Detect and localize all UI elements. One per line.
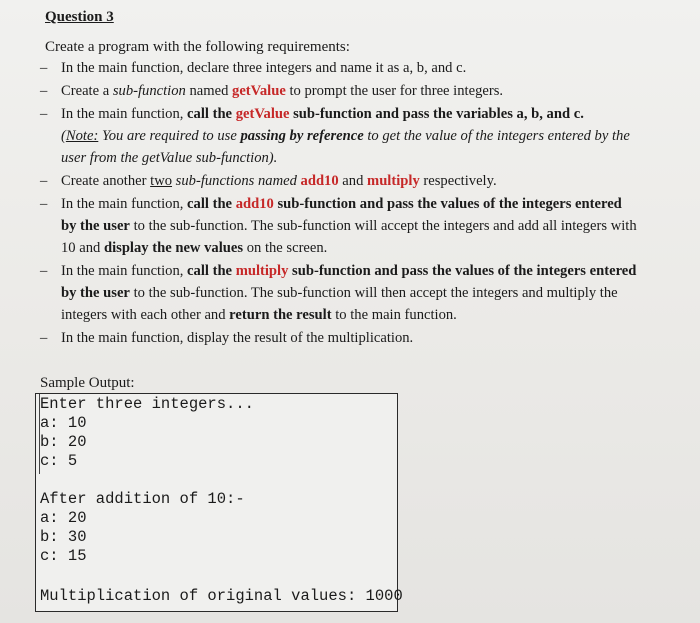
requirement-item: – In the main function, call the getValue sub-function and pass the variables a, b, and c. (Note: You are required to use passing by reference to get the value of the integers entered by the user from the getValue sub-function). <box>40 106 630 166</box>
requirements-list <box>40 57 640 350</box>
requirement-item: – Create another two sub-functions named add10 and multiply respectively. <box>40 173 497 189</box>
requirement-item: – In the main function, display the result of the multiplication. <box>40 330 414 346</box>
sample-output-console <box>35 393 403 612</box>
question-title: Question 3 <box>45 9 114 25</box>
sample-output-label: Sample Output: <box>40 375 135 391</box>
console-line: b: 30 <box>40 528 87 546</box>
console-line: b: 20 <box>40 433 87 451</box>
console-line: After addition of 10:- <box>40 490 245 508</box>
console-line: c: 15 <box>40 547 87 565</box>
console-line: Multiplication of original values: 1000 <box>40 587 403 605</box>
console-line: a: 10 <box>40 414 87 432</box>
question-intro: Create a program with the following requirements: <box>45 39 350 55</box>
requirement-item: – In the main function, declare three integers and name it as a, b, and c. <box>40 60 467 76</box>
requirement-text: In the main function, display the result of the multiplication. <box>61 330 414 346</box>
console-line: c: 5 <box>40 452 78 470</box>
console-line: a: 20 <box>40 509 87 527</box>
console-line: Enter three integers... <box>40 395 254 413</box>
requirement-item: – Create a sub-function named getValue to prompt the user for three integers. <box>40 83 504 99</box>
requirement-item: – In the main function, call the add10 sub-function and pass the values of the integers entered by the user to the sub-function. The sub-function will accept the integers and add all integers with 10 and display the new values on the screen. <box>40 196 637 256</box>
requirement-item: – In the main function, call the multiply sub-function and pass the values of the integers entered by the user to the sub-function. The sub-function will then accept the integers and multiply the integers with each other and return the result to the main function. <box>40 263 637 323</box>
requirement-text: In the main function, declare three integers and name it as a, b, and c. <box>61 60 467 76</box>
